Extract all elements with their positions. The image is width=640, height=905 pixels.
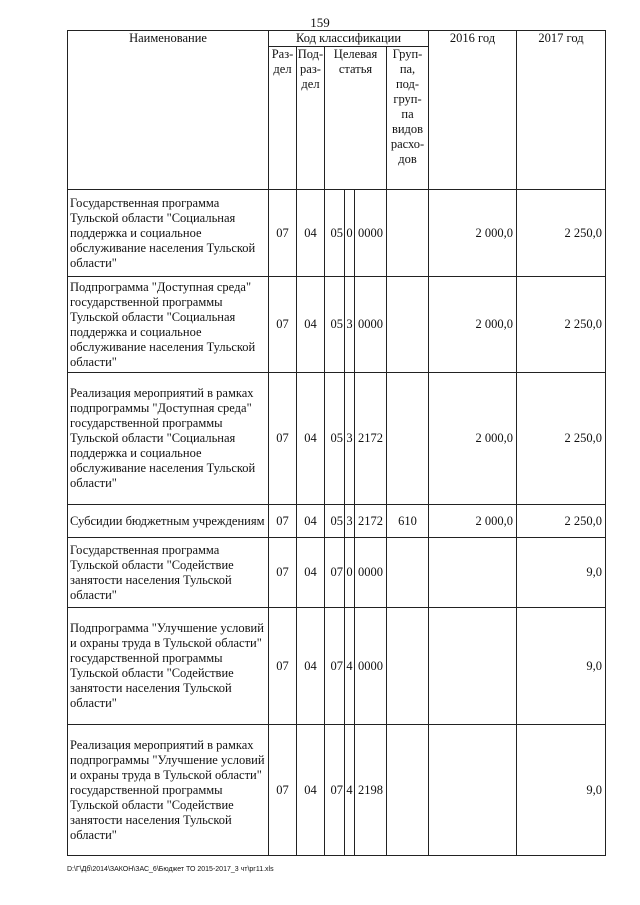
table-cell-value-2016: 2 000,0 bbox=[429, 373, 517, 505]
header-podrazdel: Под- раз- дел bbox=[297, 47, 325, 190]
table-cell-podrazdel: 04 bbox=[297, 608, 325, 725]
table-cell-podrazdel: 04 bbox=[297, 538, 325, 608]
table-cell-value-2017: 2 250,0 bbox=[517, 277, 606, 373]
table-row bbox=[68, 190, 606, 277]
table-row bbox=[68, 505, 606, 538]
table-row bbox=[68, 538, 606, 608]
table-cell-value-2016: 2 000,0 bbox=[429, 277, 517, 373]
table-cell-podrazdel: 04 bbox=[297, 190, 325, 277]
table-cell-article-subprogram: 3 bbox=[345, 277, 355, 373]
table-cell-article-program: 05 bbox=[325, 373, 345, 505]
table-cell-podrazdel: 04 bbox=[297, 373, 325, 505]
table-cell-razdel: 07 bbox=[269, 277, 297, 373]
header-target-article: Целевая статья bbox=[325, 47, 387, 190]
table-cell-article-direction: 0000 bbox=[355, 190, 387, 277]
table-cell-expense-group: 610 bbox=[387, 505, 429, 538]
table-cell-value-2017: 2 250,0 bbox=[517, 505, 606, 538]
header-year-2017: 2017 год bbox=[517, 31, 606, 190]
table-cell-expense-group bbox=[387, 373, 429, 505]
header-expense-group: Груп- па, под- груп- па видов расхо- дов bbox=[387, 47, 429, 190]
table-cell-razdel: 07 bbox=[269, 373, 297, 505]
table-cell-article-subprogram: 0 bbox=[345, 190, 355, 277]
header-razdel: Раз- дел bbox=[269, 47, 297, 190]
table-cell-article-direction: 2172 bbox=[355, 373, 387, 505]
table-cell-razdel: 07 bbox=[269, 505, 297, 538]
table-row bbox=[68, 373, 606, 505]
header-year-2016: 2016 год bbox=[429, 31, 517, 190]
table-cell-article-subprogram: 3 bbox=[345, 373, 355, 505]
table-cell-podrazdel: 04 bbox=[297, 725, 325, 856]
table-cell-value-2017: 9,0 bbox=[517, 608, 606, 725]
table-cell-name: Реализация мероприятий в рамках подпрограммы "Улучшение условий и охраны труда в Тульской области" государственной программы Тульской области "Содействие занятости населения Тульской области" bbox=[68, 725, 269, 856]
table-cell-article-program: 07 bbox=[325, 608, 345, 725]
table-cell-article-program: 07 bbox=[325, 725, 345, 856]
table-cell-article-program: 05 bbox=[325, 277, 345, 373]
table-cell-expense-group bbox=[387, 190, 429, 277]
table-cell-expense-group bbox=[387, 277, 429, 373]
table-cell-article-subprogram: 4 bbox=[345, 725, 355, 856]
table-cell-razdel: 07 bbox=[269, 190, 297, 277]
table-cell-article-program: 07 bbox=[325, 538, 345, 608]
table-cell-article-subprogram: 3 bbox=[345, 505, 355, 538]
table-cell-podrazdel: 04 bbox=[297, 505, 325, 538]
table-row bbox=[68, 608, 606, 725]
table-cell-name: Государственная программа Тульской области "Содействие занятости населения Тульской области" bbox=[68, 538, 269, 608]
table-cell-article-subprogram: 4 bbox=[345, 608, 355, 725]
table-cell-article-direction: 0000 bbox=[355, 538, 387, 608]
table-cell-expense-group bbox=[387, 538, 429, 608]
table-cell-name: Реализация мероприятий в рамках подпрограммы "Доступная среда" государственной программы Тульской области "Социальная поддержка и социальное обслуживание населения Тульской области" bbox=[68, 373, 269, 505]
header-classification-code: Код классификации bbox=[269, 31, 429, 47]
budget-table bbox=[67, 30, 606, 856]
header-name: Наименование bbox=[68, 31, 269, 190]
table-cell-podrazdel: 04 bbox=[297, 277, 325, 373]
file-path-footer: D:\Г\Дб\2014\ЗАКОН\ЗАС_6\Бюджет ТО 2015-2017_3 чт\рг11.xls bbox=[67, 866, 274, 873]
table-cell-razdel: 07 bbox=[269, 725, 297, 856]
table-cell-razdel: 07 bbox=[269, 608, 297, 725]
table-cell-expense-group bbox=[387, 608, 429, 725]
table-cell-value-2016: 2 000,0 bbox=[429, 190, 517, 277]
table-cell-name: Субсидии бюджетным учреждениям bbox=[68, 505, 269, 538]
table-cell-name: Подпрограмма "Доступная среда" государственной программы Тульской области "Социальная поддержка и социальное обслуживание населения Тульской области" bbox=[68, 277, 269, 373]
table-row bbox=[68, 277, 606, 373]
table-cell-name: Государственная программа Тульской области "Социальная поддержка и социальное обслуживание населения Тульской области" bbox=[68, 190, 269, 277]
table-cell-article-subprogram: 0 bbox=[345, 538, 355, 608]
table-cell-name: Подпрограмма "Улучшение условий и охраны труда в Тульской области" государственной программы Тульской области "Содействие занятости населения Тульской области" bbox=[68, 608, 269, 725]
table-cell-article-direction: 0000 bbox=[355, 277, 387, 373]
table-cell-value-2017: 9,0 bbox=[517, 538, 606, 608]
table-cell-value-2017: 2 250,0 bbox=[517, 373, 606, 505]
table-cell-value-2016 bbox=[429, 538, 517, 608]
table-cell-value-2016: 2 000,0 bbox=[429, 505, 517, 538]
table-cell-value-2016 bbox=[429, 725, 517, 856]
table-cell-article-program: 05 bbox=[325, 505, 345, 538]
table-cell-value-2017: 9,0 bbox=[517, 725, 606, 856]
table-cell-expense-group bbox=[387, 725, 429, 856]
table-cell-value-2017: 2 250,0 bbox=[517, 190, 606, 277]
table-cell-value-2016 bbox=[429, 608, 517, 725]
table-cell-razdel: 07 bbox=[269, 538, 297, 608]
table-cell-article-program: 05 bbox=[325, 190, 345, 277]
table-row bbox=[68, 725, 606, 856]
page-number: 159 bbox=[310, 15, 330, 30]
table-cell-article-direction: 0000 bbox=[355, 608, 387, 725]
table-cell-article-direction: 2198 bbox=[355, 725, 387, 856]
table-cell-article-direction: 2172 bbox=[355, 505, 387, 538]
